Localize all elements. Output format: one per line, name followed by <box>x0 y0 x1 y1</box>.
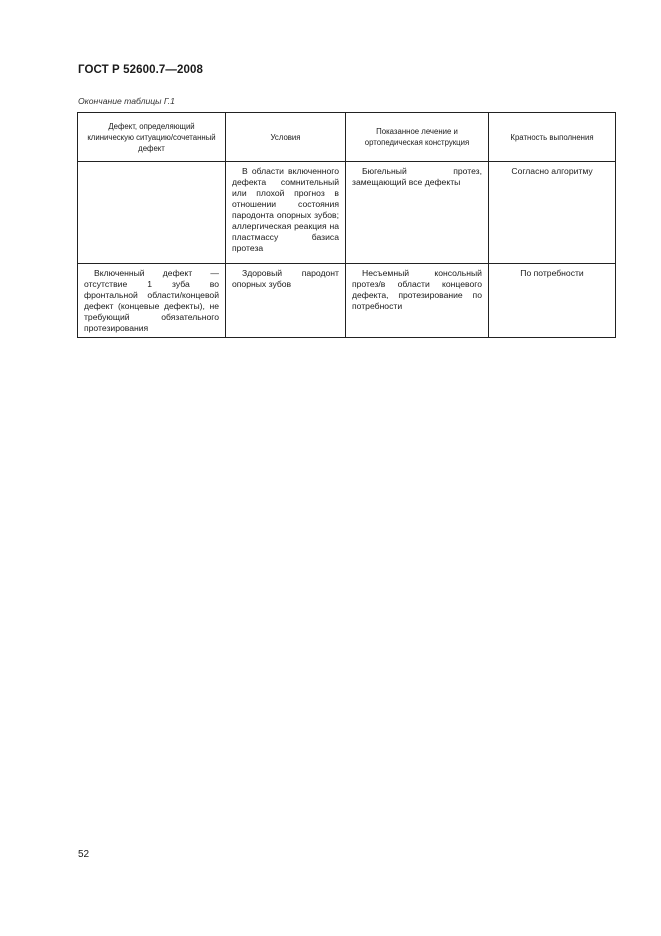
table-row <box>78 162 616 264</box>
column-header-defect: Дефект, определяющий клиническую ситуацию/сочетанный дефект <box>78 113 226 162</box>
column-header-treatment: Показанное лечение и ортопедическая конструкция <box>346 113 489 162</box>
cell-frequency: По потребности <box>520 268 584 278</box>
cell-treatment: Бюгельный протез, замещающий все дефекты <box>352 166 482 187</box>
cell-treatment: Несъемный консольный протез/в области концевого дефекта, протезирование по потребности <box>352 268 482 311</box>
table-header-row <box>78 113 616 162</box>
cell-frequency: Согласно алгоритму <box>511 166 593 176</box>
page-number: 52 <box>78 849 90 860</box>
table-row <box>78 264 616 338</box>
table-caption: Окончание таблицы Г.1 <box>78 96 175 106</box>
table-g1 <box>77 112 616 338</box>
column-header-frequency: Кратность выполнения <box>489 113 616 162</box>
cell-conditions: Здоровый пародонт опорных зубов <box>232 268 339 289</box>
cell-conditions: В области включенного дефекта сомнительный или плохой прогноз в отношении состояния пародонта опорных зубов; аллергическая реакция на пластмассу базиса протеза <box>232 166 339 253</box>
column-header-conditions: Условия <box>226 113 346 162</box>
document-header: ГОСТ Р 52600.7—2008 <box>78 64 203 76</box>
cell-defect: Включенный дефект — отсутствие 1 зуба во фронтальной области/концевой дефект (концевые дефекты), не требующий обязательного протезирования <box>84 268 219 333</box>
cell-defect <box>78 162 225 168</box>
